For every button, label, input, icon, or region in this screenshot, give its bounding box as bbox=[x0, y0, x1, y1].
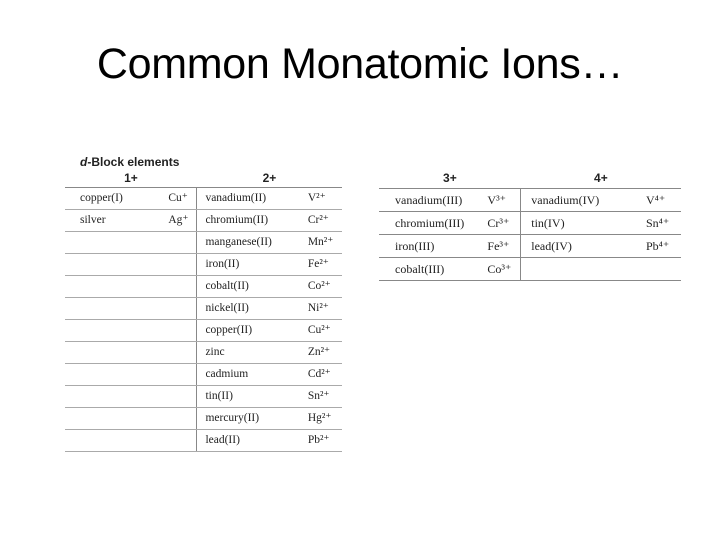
slide-title: Common Monatomic Ions… bbox=[96, 40, 624, 88]
ion-symbol: Ni²⁺ bbox=[300, 298, 342, 320]
ion-name: cobalt(III) bbox=[379, 258, 483, 281]
ion-name: vanadium(III) bbox=[379, 189, 483, 212]
ion-name: vanadium(IV) bbox=[521, 189, 638, 212]
ion-symbol: Mn²⁺ bbox=[300, 232, 342, 254]
ion-name: lead(II) bbox=[197, 430, 300, 452]
ion-symbol bbox=[164, 408, 197, 430]
ion-name bbox=[65, 386, 164, 408]
ion-symbol bbox=[164, 430, 197, 452]
ion-symbol bbox=[164, 276, 197, 298]
ion-symbol: Pb⁴⁺ bbox=[638, 235, 681, 258]
ion-name: iron(II) bbox=[197, 254, 300, 276]
table-row bbox=[65, 298, 342, 320]
header-4plus: 4+ bbox=[521, 168, 681, 189]
ion-symbol bbox=[164, 364, 197, 386]
ion-symbol bbox=[638, 258, 681, 281]
table-row bbox=[65, 210, 342, 232]
ion-name bbox=[65, 430, 164, 452]
header-3plus: 3+ bbox=[379, 168, 521, 189]
ion-name: zinc bbox=[197, 342, 300, 364]
ion-symbol: Fe³⁺ bbox=[483, 235, 520, 258]
ion-symbol: Cu⁺ bbox=[164, 188, 197, 210]
ion-name: manganese(II) bbox=[197, 232, 300, 254]
ion-name: chromium(II) bbox=[197, 210, 300, 232]
ion-symbol: V³⁺ bbox=[483, 189, 520, 212]
ion-name bbox=[521, 258, 638, 281]
ion-name: lead(IV) bbox=[521, 235, 638, 258]
ion-name: vanadium(II) bbox=[197, 188, 300, 210]
table-caption bbox=[80, 155, 179, 169]
ion-symbol bbox=[164, 254, 197, 276]
ion-symbol: Co³⁺ bbox=[483, 258, 520, 281]
table-row bbox=[379, 258, 681, 281]
d-block-table-left bbox=[65, 169, 342, 452]
ion-symbol: Cr³⁺ bbox=[483, 212, 520, 235]
header-1plus: 1+ bbox=[65, 169, 197, 188]
ion-symbol bbox=[164, 342, 197, 364]
ion-name: tin(IV) bbox=[521, 212, 638, 235]
ion-name: tin(II) bbox=[197, 386, 300, 408]
caption-rest: -Block elements bbox=[87, 155, 180, 169]
ion-name bbox=[65, 320, 164, 342]
ion-name: mercury(II) bbox=[197, 408, 300, 430]
ion-symbol: V⁴⁺ bbox=[638, 189, 681, 212]
ion-name: cadmium bbox=[197, 364, 300, 386]
ion-symbol: Cr²⁺ bbox=[300, 210, 342, 232]
ion-name: silver bbox=[65, 210, 164, 232]
ion-name bbox=[65, 276, 164, 298]
ion-symbol: Sn⁴⁺ bbox=[638, 212, 681, 235]
table-row bbox=[65, 276, 342, 298]
table-row bbox=[65, 320, 342, 342]
ion-symbol: Zn²⁺ bbox=[300, 342, 342, 364]
ion-symbol bbox=[164, 298, 197, 320]
ion-symbol bbox=[164, 320, 197, 342]
ion-symbol: Cu²⁺ bbox=[300, 320, 342, 342]
ion-symbol bbox=[164, 386, 197, 408]
table-row bbox=[379, 189, 681, 212]
ion-symbol: Cd²⁺ bbox=[300, 364, 342, 386]
table-row bbox=[379, 212, 681, 235]
ion-symbol bbox=[164, 232, 197, 254]
d-block-table-right bbox=[379, 168, 681, 281]
ion-name bbox=[65, 364, 164, 386]
ion-name bbox=[65, 232, 164, 254]
ion-name bbox=[65, 408, 164, 430]
table-row bbox=[65, 188, 342, 210]
table-row bbox=[65, 386, 342, 408]
ion-name bbox=[65, 254, 164, 276]
ion-symbol: Sn²⁺ bbox=[300, 386, 342, 408]
ion-symbol: Fe²⁺ bbox=[300, 254, 342, 276]
ion-name: cobalt(II) bbox=[197, 276, 300, 298]
ion-name: copper(I) bbox=[65, 188, 164, 210]
ion-name: nickel(II) bbox=[197, 298, 300, 320]
ion-name: iron(III) bbox=[379, 235, 483, 258]
ion-name: copper(II) bbox=[197, 320, 300, 342]
ion-name bbox=[65, 298, 164, 320]
ion-symbol: Pb²⁺ bbox=[300, 430, 342, 452]
table-row bbox=[65, 430, 342, 452]
table-row bbox=[65, 408, 342, 430]
ion-symbol: V²⁺ bbox=[300, 188, 342, 210]
table-row bbox=[65, 364, 342, 386]
ion-symbol: Hg²⁺ bbox=[300, 408, 342, 430]
ion-name bbox=[65, 342, 164, 364]
header-2plus: 2+ bbox=[197, 169, 342, 188]
ion-symbol: Co²⁺ bbox=[300, 276, 342, 298]
table-row bbox=[65, 254, 342, 276]
table-row bbox=[65, 342, 342, 364]
caption-prefix: d bbox=[80, 155, 88, 169]
table-row bbox=[65, 232, 342, 254]
table-row bbox=[379, 235, 681, 258]
ion-symbol: Ag⁺ bbox=[164, 210, 197, 232]
ion-name: chromium(III) bbox=[379, 212, 483, 235]
